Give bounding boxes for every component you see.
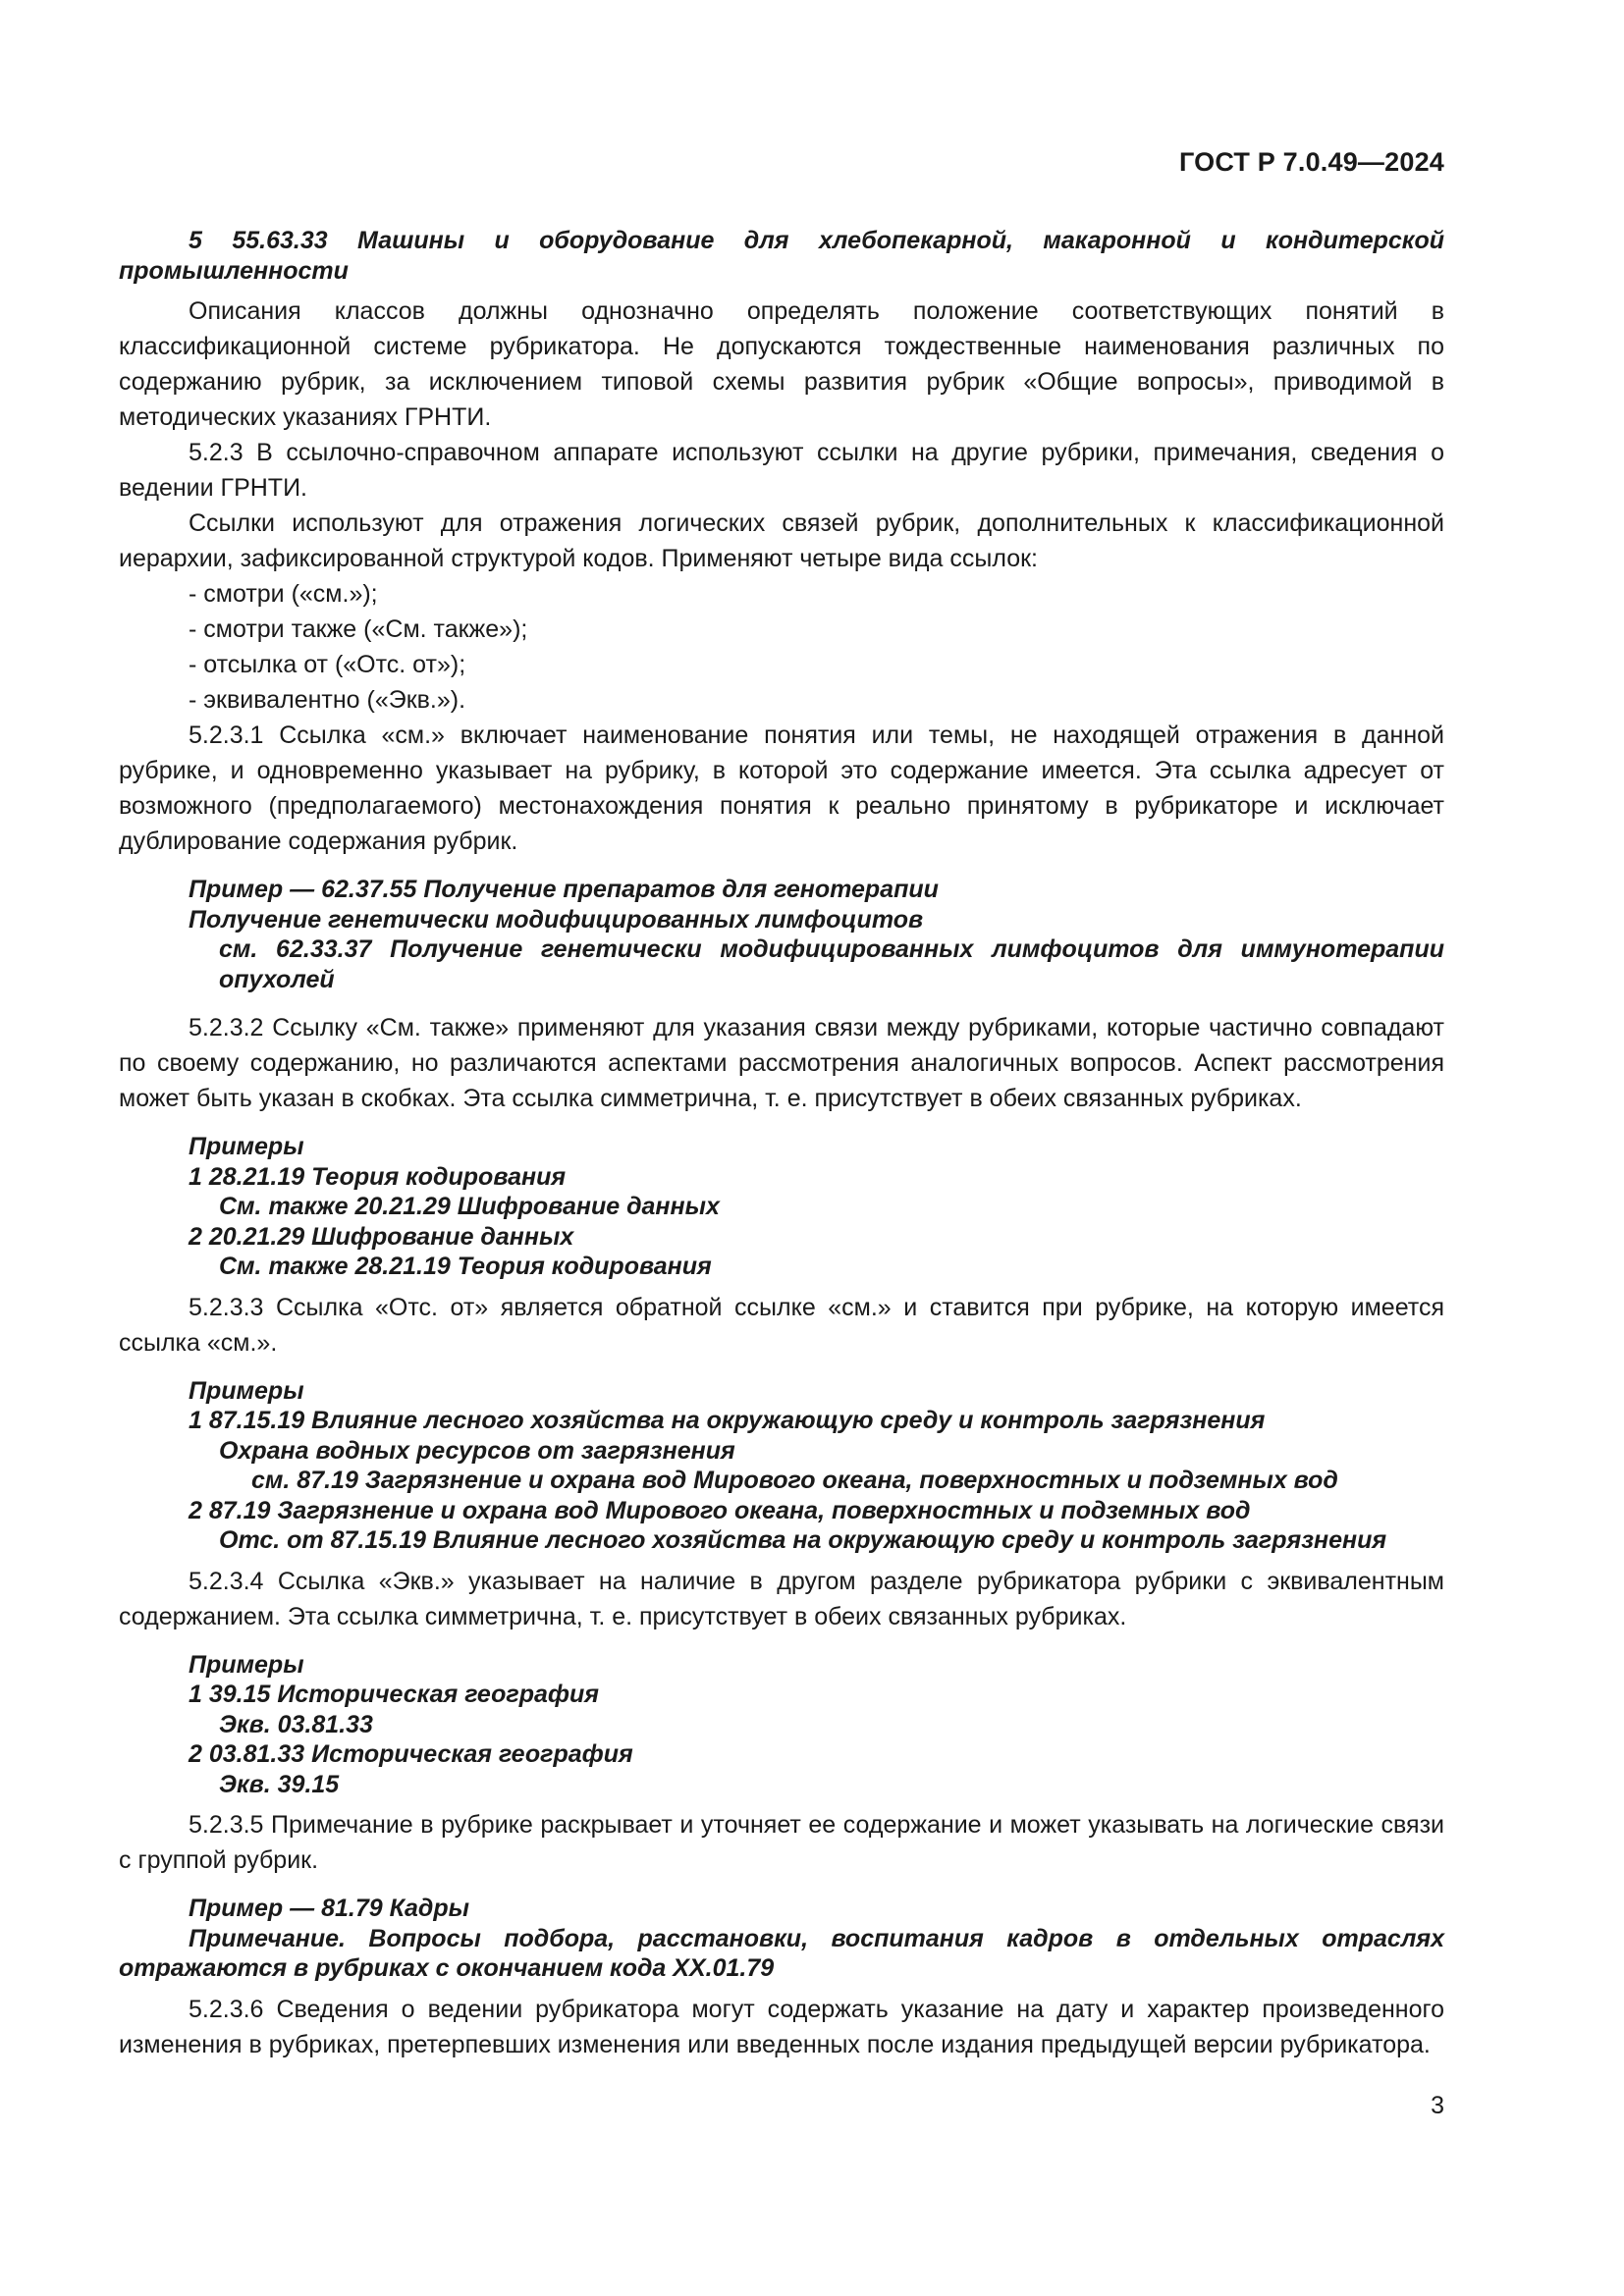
list-item: - смотри («см.»); xyxy=(189,580,378,608)
page-number: 3 xyxy=(1431,2092,1444,2119)
example-line: 1 28.21.19 Теория кодирования xyxy=(189,1162,567,1191)
example-line: Отс. от 87.15.19 Влияние лесного хозяйства на окружающую среду и контроль загрязнения xyxy=(219,1526,1387,1554)
paragraph: Описания классов должны однозначно определять положение соответствующих понятий в классификационной системе рубрикатора. Не допускаются тождественные наименования различных по содержанию рубрик, за исключением типовой схемы развития рубрик «Общие вопросы», приводимой в методических указаниях ГРНТИ. xyxy=(119,297,1444,431)
example-line: 1 39.15 Историческая география xyxy=(189,1681,600,1708)
list-item: - отсылка от («Отс. от»); xyxy=(189,651,466,678)
example-line: См. также 28.21.19 Теория кодирования xyxy=(219,1253,712,1280)
clause-5-2-3-5: 5.2.3.5 Примечание в рубрике раскрывает и уточняет ее содержание и может указывать на логические связи с группой рубрик. xyxy=(119,1811,1444,1874)
paragraph: Ссылки используют для отражения логических связей рубрик, дополнительных к классификационной иерархии, зафиксированной структурой кодов. Применяют четыре вида ссылок: xyxy=(119,509,1444,572)
clause-5-2-3-6: 5.2.3.6 Сведения о ведении рубрикатора могут содержать указание на дату и характер произведенного изменения в рубриках, претерпевших изменения или введенных после издания предыдущей версии рубрикатора. xyxy=(119,1995,1444,2058)
example-line: Пример — 81.79 Кадры xyxy=(189,1895,469,1922)
example-line: Экв. 39.15 xyxy=(219,1770,340,1798)
examples-heading: Примеры xyxy=(189,1376,304,1405)
example-line: Пример — 62.37.55 Получение препаратов для генотерапии xyxy=(189,876,939,903)
list-item: - эквивалентно («Экв.»). xyxy=(189,686,466,714)
example-rubric-heading: 5 55.63.33 Машины и оборудование для хлебопекарной, макаронной и кондитерской промышленности xyxy=(119,227,1444,285)
example-line: 2 87.19 Загрязнение и охрана вод Мирового океана, поверхностных и подземных вод xyxy=(189,1496,1251,1524)
clause-5-2-3-1: 5.2.3.1 Ссылка «см.» включает наименование понятия или темы, не находящей отражения в данной рубрике, и одновременно указывает на рубрику, в которой это содержание имеется. Эта ссылка адресует от возможного (предполагаемого) местонахождения понятия к реально принятому в рубрикаторе и исключает дублирование содержания рубрик. xyxy=(119,721,1444,855)
example-line: Экв. 03.81.33 xyxy=(219,1710,373,1738)
example-line: см. 62.33.37 Получение генетически модифицированных лимфоцитов для иммунотерапии опухолей xyxy=(219,935,1444,993)
example-line: См. также 20.21.29 Шифрование данных xyxy=(219,1193,720,1220)
clause-5-2-3-4: 5.2.3.4 Ссылка «Экв.» указывает на наличие в другом разделе рубрикатора рубрики с эквивалентным содержанием. Эта ссылка симметрична, т. е. присутствует в обеих связанных рубриках. xyxy=(119,1567,1444,1630)
example-line: Получение генетически модифицированных лимфоцитов xyxy=(189,905,924,934)
example-line: 1 87.15.19 Влияние лесного хозяйства на окружающую среду и контроль загрязнения xyxy=(189,1407,1266,1434)
clause-5-2-3: 5.2.3 В ссылочно-справочном аппарате используют ссылки на другие рубрики, примечания, сведения о ведении ГРНТИ. xyxy=(119,439,1444,502)
page-content xyxy=(119,226,1444,2062)
example-line: Охрана водных ресурсов от загрязнения xyxy=(219,1436,735,1465)
clause-5-2-3-2: 5.2.3.2 Ссылку «См. также» применяют для указания связи между рубриками, которые частично совпадают по своему содержанию, но различаются аспектами рассмотрения аналогичных вопросов. Аспект рассмотрения может быть указан в скобках. Эта ссылка симметрична, т. е. присутствует в обеих связанных рубриках. xyxy=(119,1014,1444,1112)
examples-heading: Примеры xyxy=(189,1650,304,1679)
example-line: 2 03.81.33 Историческая география xyxy=(189,1740,633,1768)
list-item: - смотри также («См. также»); xyxy=(189,615,528,643)
example-line: см. 87.19 Загрязнение и охрана вод Мирового океана, поверхностных и подземных вод xyxy=(251,1467,1338,1494)
clause-5-2-3-3: 5.2.3.3 Ссылка «Отс. от» является обратной ссылке «см.» и ставится при рубрике, на которую имеется ссылка «см.». xyxy=(119,1293,1444,1357)
examples-heading: Примеры xyxy=(189,1133,304,1160)
example-note: Примечание. Вопросы подбора, расстановки, воспитания кадров в отдельных отраслях отражаются в рубриках с окончанием кода XX.01.79 xyxy=(119,1924,1444,1982)
document-code-header: ГОСТ Р 7.0.49—2024 xyxy=(1178,147,1444,177)
example-line: 2 20.21.29 Шифрование данных xyxy=(189,1222,574,1251)
